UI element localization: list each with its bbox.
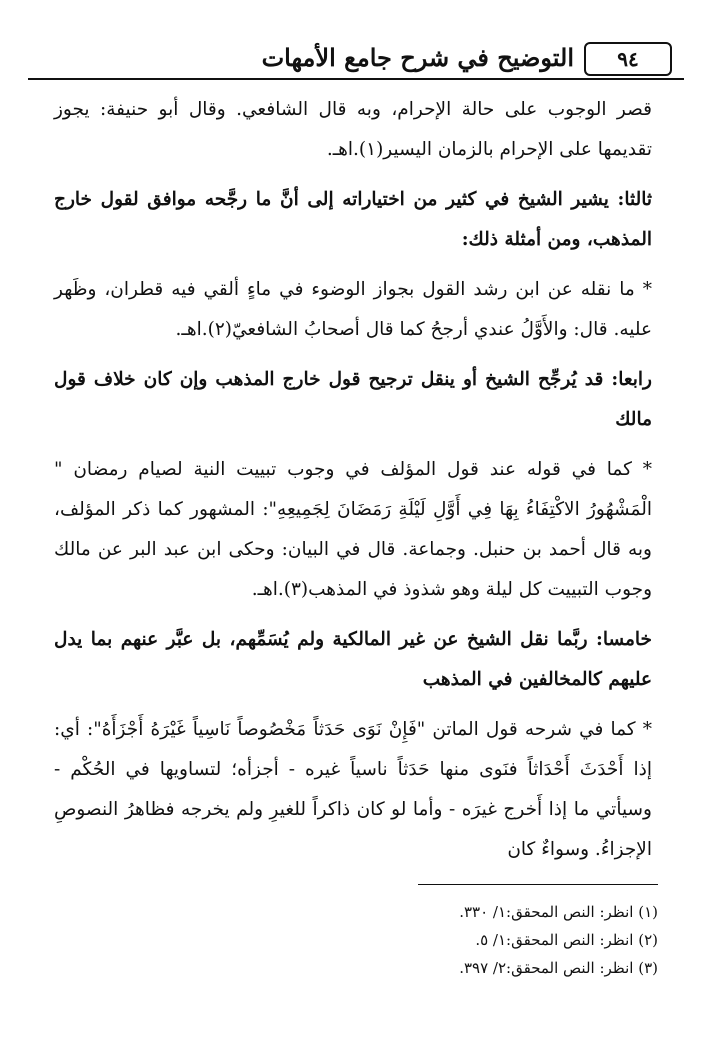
footnote-rule (418, 884, 658, 885)
footnote-1: (١) انظر: النص المحقق:١/ ٣٣٠. (459, 903, 658, 921)
footnotes (300, 898, 658, 982)
paragraph-ramadan-intention: * كما في قوله عند قول المؤلف في وجوب تبييت النية لصيام رمضان " الْمَشْهُورُ الاكْتِفَاءُ بِهَا فِي أَوَّلِ لَيْلَةِ رَمَضَانَ لِجَمِيعِهِ": المشهور كما ذكر المؤلف، وبه قال أحمد بن حنبل. وجماعة. قال في البيان: وحكى ابن عبد البر عن مالك وجوب التبييت كل ليلة وهو شذوذ في المذهب(٣).اهـ. (54, 459, 652, 600)
paragraph-ibn-rushd: * ما نقله عن ابن رشد القول بجواز الوضوء في ماءٍ ألقي فيه قطران، وظَهر عليه. قال: والأَوَّلُ عندي أرجحُ كما قال أصحابُ الشافعيّ(٢).اهـ. (54, 279, 652, 340)
paragraph-continuation: قصر الوجوب على حالة الإحرام، وبه قال الشافعي. وقال أبو حنيفة: يجوز تقديمها على الإحرام بالزمان اليسير(١).اهـ. (54, 99, 652, 160)
page-number: ٩٤ (584, 42, 672, 76)
page-header (28, 38, 684, 80)
heading-fourth: رابعا: قد يُرجِّح الشيخ أو ينقل ترجيح قول خارج المذهب وإن كان خلاف قول مالك (54, 369, 652, 430)
header-rule (28, 78, 684, 80)
heading-third: ثالثا: يشير الشيخ في كثير من اختياراته إلى أنَّ ما رجَّحه موافق لقول خارج المذهب، ومن أمثلة ذلك: (54, 189, 652, 250)
main-text (54, 90, 652, 880)
heading-fifth: خامسا: ربَّما نقل الشيخ عن غير المالكية ولم يُسَمِّهم، بل عبَّر عنهم بما يدل عليهم كالمخالفين في المذهب (54, 629, 652, 690)
footnote-2: (٢) انظر: النص المحقق:١/ ٥. (475, 931, 658, 949)
footnote-3: (٣) انظر: النص المحقق:٢/ ٣٩٧. (459, 959, 658, 977)
paragraph-specific-hadath: * كما في شرحه قول الماتن "فَإِنْ نَوَى حَدَثاً مَخْصُوصاً نَاسِياً غَيْرَهُ أَجْزَأَهُ": أي: إذا أَحْدَثَ أَحْدَاثاً فنَوى منها حَدَثاً ناسياً غيره - أجزأه؛ لتساويها في الحُكْم - وسيأتي ما إذا أَخرج غيرَه - وأما لو كان ذاكراً للغيرِ ولم يخرجه فظاهرُ النصوصِ الإجزاءُ. وسواءٌ كان (54, 719, 652, 860)
running-title: التوضيح في شرح جامع الأمهات (261, 43, 574, 72)
